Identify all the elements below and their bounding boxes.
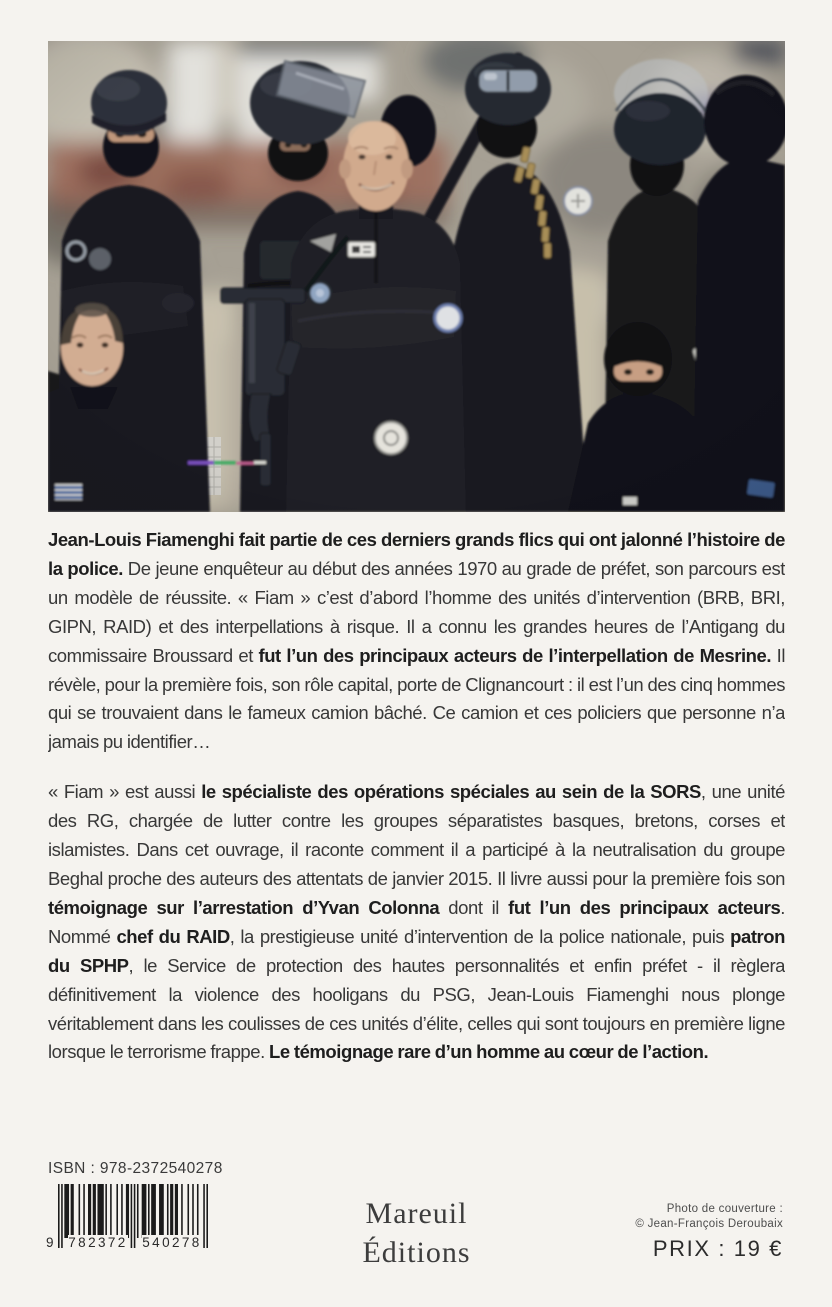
barcode-digit-group: 782372 <box>68 1235 128 1250</box>
barcode-digit-group: 9 <box>46 1235 54 1250</box>
synopsis-paragraph-2: « Fiam » est aussi le spécialiste des opérations spéciales au sein de la SORS, une unité des RG, chargée de lutter contre les groupes séparatistes basques, bretons, corses et islamistes. Dans cet ouvrage, il raconte comment il a participé à la neutralisation du groupe Beghal proche des auteurs des attentats de janvier 2015. Il livre aussi pour la première fois son témoignage sur l’arrestation d’Yvan Colonna dont il fut l’un des principaux acteurs. Nommé chef du RAID, la prestigieuse unité d’intervention de la police nationale, puis patron du SPHP, le Service de protection des hautes personnalités et enfin préfet - il règlera définitivement la violence des hooligans du PSG, Jean-Louis Fiamenghi nous plonge véritablement dans les coulisses de ces unités d’élite, celles qui sont toujours en première ligne lorsque le terrorisme frappe. Le témoignage rare d’un homme au cœur de l’action. <box>48 781 785 1063</box>
publisher-name-line2: Éditions <box>362 1236 471 1269</box>
photo-credit <box>635 1202 783 1232</box>
synopsis <box>48 526 785 1150</box>
publisher-name-line1: Mareuil <box>365 1197 468 1230</box>
footer <box>48 1156 785 1296</box>
cover-photo <box>48 41 785 512</box>
isbn-label: ISBN : 978-2372540278 <box>48 1160 223 1177</box>
photo-credit-line2: © Jean-François Deroubaix <box>635 1218 783 1230</box>
barcode-digit-group: 540278 <box>142 1235 202 1250</box>
synopsis-paragraph-1: Jean-Louis Fiamenghi fait partie de ces derniers grands flics qui ont jalonné l’histoire de la police. De jeune enquêteur au début des années 1970 au grade de préfet, son parcours est un modèle de réussite. « Fiam » c’est d’abord l’homme des unités d’intervention (BRB, BRI, GIPN, RAID) et des interpellations à risque. Il a connu les grandes heures de l’Antigang du commissaire Broussard et fut l’un des principaux acteurs de l’interpellation de Mesrine. Il révèle, pour la première fois, son rôle capital, porte de Clignancourt : il est l’un des cinq hommes qui se trouvaient dans le fameux camion bâché. Ce camion et ces policiers que personne n’a jamais pu identifier… <box>48 529 785 753</box>
photo-credit-line1: Photo de couverture : <box>666 1203 783 1215</box>
price: PRIX : 19 € <box>652 1236 783 1261</box>
